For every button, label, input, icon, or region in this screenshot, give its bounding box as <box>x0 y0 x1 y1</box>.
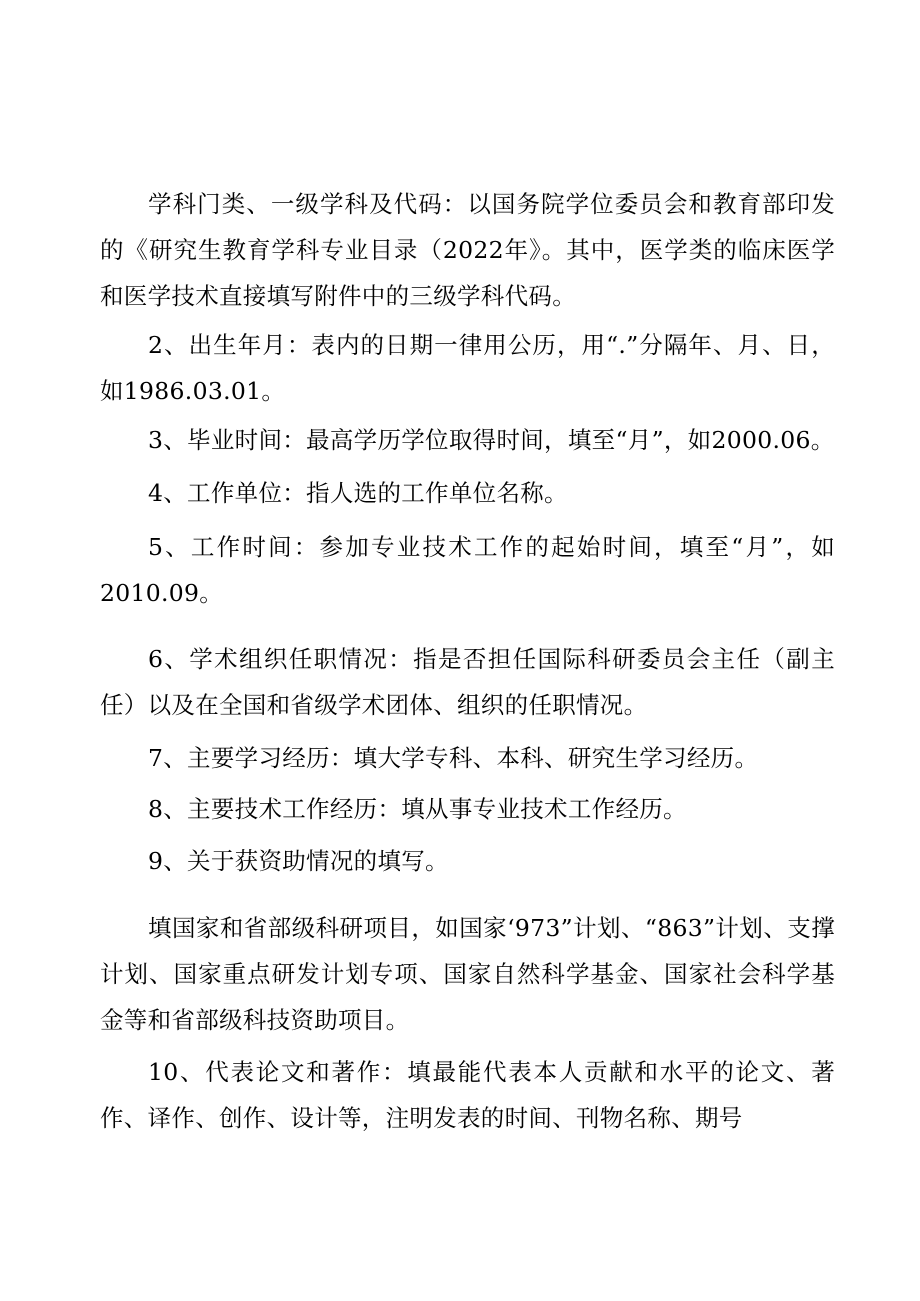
paragraph-academic-positions: 6、学术组织任职情况：指是否担任国际科研委员会主任（副主任）以及在全国和省级学术团体、组织的任职情况。 <box>100 645 835 719</box>
paragraph-work-time: 5、工作时间：参加专业技术工作的起始时间，填至“月”，如2010.09。 <box>100 533 835 607</box>
paragraph-representative-papers: 10、代表论文和著作：填最能代表本人贡献和水平的论文、著作、译作、创作、设计等，注明发表的时间、刊物名称、期号 <box>100 1058 835 1132</box>
paragraph-birth-date: 2、出生年月：表内的日期一律用公历，用“.”分隔年、月、日，如1986.03.01。 <box>100 331 835 405</box>
paragraph-funding-title: 9、关于获资助情况的填写。 <box>148 847 449 875</box>
paragraph-funding-details: 填国家和省部级科研项目，如国家‘973”计划、“863”计划、支撑计划、国家重点研发计划专项、国家自然科学基金、国家社会科学基金等和省部级科技资助项目。 <box>100 914 835 1034</box>
paragraph-discipline-code: 学科门类、一级学科及代码：以国务院学位委员会和教育部印发的《研究生教育学科专业目录（2022年》。其中，医学类的临床医学和医学技术直接填写附件中的三级学科代码。 <box>100 190 835 310</box>
paragraph-graduation-time: 3、毕业时间：最高学历学位取得时间，填至“月”，如2000.06。 <box>148 426 835 454</box>
paragraph-study-history: 7、主要学习经历：填大学专科、本科、研究生学习经历。 <box>148 744 759 772</box>
paragraph-work-unit: 4、工作单位：指人选的工作单位名称。 <box>148 479 568 507</box>
paragraph-work-history: 8、主要技术工作经历：填从事专业技术工作经历。 <box>148 795 687 823</box>
